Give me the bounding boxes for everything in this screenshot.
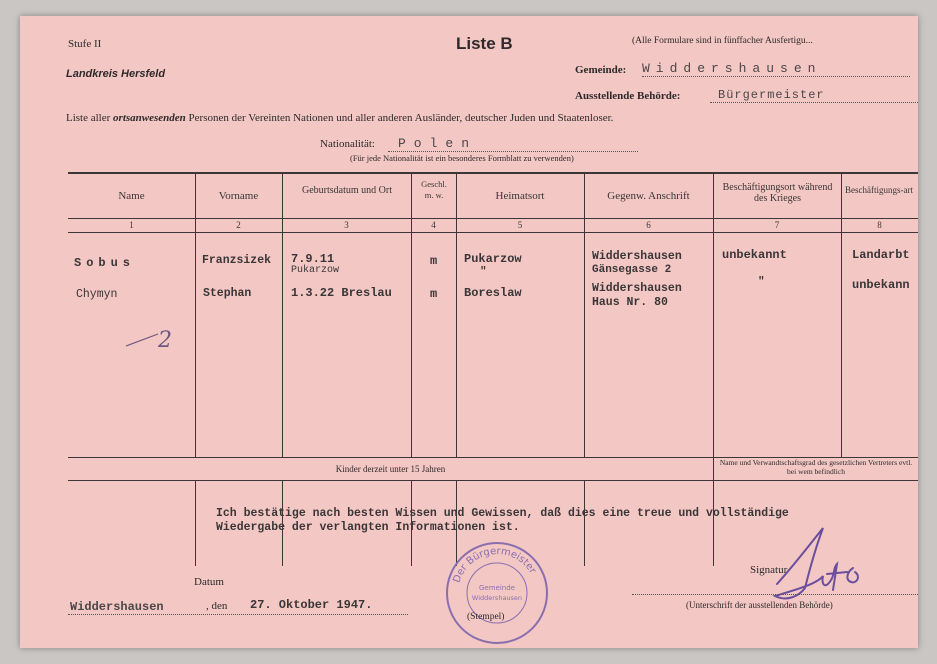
row2-anschrift1: Widdershausen <box>592 282 682 295</box>
lower-divider-5 <box>584 480 585 566</box>
kinder-divider <box>713 457 714 480</box>
row2-heimat: Boreslaw <box>464 286 522 300</box>
stamp-top-text: Der Bürgermeister <box>451 545 538 585</box>
col-num-4: 4 <box>431 220 436 230</box>
nationality-value: Polen <box>388 136 638 152</box>
row1-anschrift2: Gänsegasse 2 <box>592 264 672 276</box>
confirmation-line2: Wiedergabe der verlangten Informationen ist. <box>216 521 520 534</box>
form-title: Liste B <box>456 34 513 53</box>
stamp-label: (Stempel) <box>467 612 505 622</box>
row1-geburt: 7.9.11 <box>291 252 335 266</box>
col-header-geburt: Geburtsdatum und Ort <box>302 185 392 196</box>
row1-vorname: Franzsizek <box>202 254 272 267</box>
row1-heimat: Pukarzow <box>464 252 522 266</box>
row2-geschl: m <box>430 287 438 301</box>
row2-name: Chymyn <box>76 288 118 301</box>
col-divider-4 <box>456 173 457 457</box>
row2-ort-krieg: " <box>758 276 765 288</box>
stamp-center-line1: Gemeinde <box>479 584 515 592</box>
gemeinde-label: Gemeinde: <box>575 64 627 76</box>
row1-ort-krieg: unbekannt <box>722 248 787 262</box>
vertreter-label: Name und Verwandtschaftsgrad des gesetzlichen Vertreters evtl. bei wem befindlich <box>719 458 913 476</box>
signatur-label: Signatur <box>750 564 788 576</box>
col-num-7: 7 <box>774 220 780 230</box>
col-header-heimat: Heimatsort <box>495 190 545 202</box>
behoerde-label: Ausstellende Behörde: <box>575 90 681 102</box>
gemeinde-value: Widdershausen <box>642 61 910 77</box>
col-header-ort-krieg: Beschäftigungsort während des Krieges <box>722 182 833 204</box>
col-num-8: 8 <box>877 220 882 230</box>
behoerde-value: Bürgermeister <box>710 88 918 103</box>
row2-anschrift2: Haus Nr. 80 <box>592 296 668 309</box>
stamp-center-line2: Widdershausen <box>471 594 523 602</box>
datum-label: Datum <box>194 576 224 588</box>
row1-geschl: m <box>430 254 438 268</box>
col-num-6: 6 <box>646 220 651 230</box>
row1-name: Sobus <box>74 256 136 270</box>
nationality-label: Nationalität: <box>320 138 375 150</box>
official-stamp <box>442 538 552 648</box>
confirmation-line1: Ich bestätige nach besten Wissen und Gewissen, daß dies eine treue und vollständige <box>216 507 789 520</box>
row1-heimat-ditto: " <box>480 266 487 278</box>
col-num-1: 1 <box>129 220 134 230</box>
row2-geburt: 1.3.22 Breslau <box>291 286 392 300</box>
signature-line <box>632 594 918 595</box>
col-num-3: 3 <box>344 220 349 230</box>
col-header-anschrift: Gegenw. Anschrift <box>607 190 690 202</box>
col-num-5: 5 <box>517 220 523 230</box>
col-divider-7 <box>841 173 842 457</box>
unterschrift-label: (Unterschrift der ausstellenden Behörde) <box>686 600 833 610</box>
stufe-label: Stufe II <box>68 38 102 50</box>
col-header-name: Name <box>118 190 145 202</box>
col-divider-5 <box>584 173 585 457</box>
footer-den: , den <box>206 600 228 612</box>
copies-note: (Alle Formulare sind in fünffacher Ausfertigu... <box>632 36 813 46</box>
footer-date-line <box>68 614 408 615</box>
lower-divider-1 <box>195 480 196 566</box>
row1-art: Landarbt <box>852 248 910 262</box>
col-header-vorname: Vorname <box>218 190 259 202</box>
intro-text <box>66 112 613 124</box>
form-sheet <box>20 16 918 648</box>
row2-art: unbekann <box>852 278 910 292</box>
col-header-geschl: Geschl. m. w. <box>421 179 447 200</box>
landkreis-label: Landkreis Hersfeld <box>66 68 166 80</box>
col-num-2: 2 <box>236 220 241 230</box>
col-header-art: Beschäftigungs-art <box>845 185 913 195</box>
col-divider-2 <box>282 173 283 457</box>
intro-part1: Liste aller <box>66 112 111 124</box>
row1-geburt-ort: Pukarzow <box>291 265 340 276</box>
footer-place: Widdershausen <box>70 600 164 614</box>
count-mark: 2 <box>158 328 172 353</box>
intro-part2: Personen der Vereinten Nationen und aller anderen Ausländer, deutscher Juden und Staatenloser. <box>188 112 614 124</box>
row1-anschrift1: Widdershausen <box>592 250 682 263</box>
row2-vorname: Stephan <box>203 287 252 300</box>
nationality-note: (Für jede Nationalität ist ein besonderes Formblatt zu verwenden) <box>350 153 574 163</box>
intro-emph: ortsanwesenden <box>113 112 186 124</box>
col-divider-3 <box>411 173 412 457</box>
lower-divider-6 <box>713 480 714 566</box>
col-divider-1 <box>195 173 196 457</box>
col-divider-6 <box>713 173 714 457</box>
kinder-label: Kinder derzeit unter 15 Jahren <box>335 464 446 474</box>
footer-date: 27. Oktober 1947. <box>250 598 373 612</box>
